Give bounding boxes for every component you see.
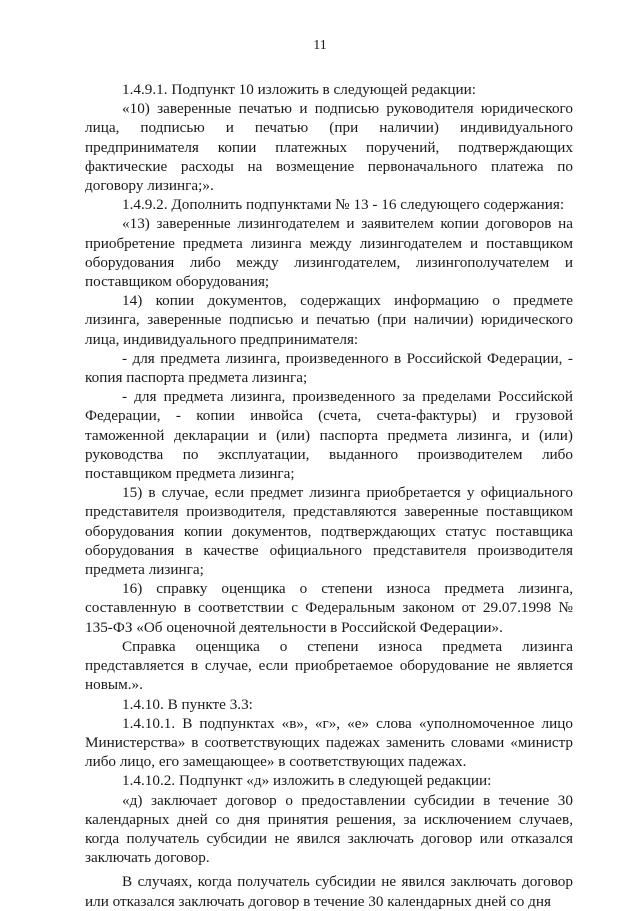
paragraph-1-4-10-2: 1.4.10.2. Подпункт «д» изложить в следующей редакции:	[122, 772, 492, 790]
paragraph-item-14-foreign: - для предмета лизинга, произведенного за пределами Российской Федерации, - копии инвойса (счета, счета-фактуры) и грузовой таможенной декларации и (или) паспорта предмета лизинга, и (или) руководства по эксплуатации, выданного производителем либо поставщиком предмета лизинга;	[85, 388, 573, 483]
paragraph-1-4-9-1: 1.4.9.1. Подпункт 10 изложить в следующей редакции:	[122, 81, 476, 98]
document-body	[85, 80, 573, 911]
page-number: 11	[313, 38, 327, 53]
paragraph-1-4-10-1: 1.4.10.1. В подпунктах «в», «г», «е» слова «уполномоченное лицо Министерства» в соответствующих падежах заменить словами «министр либо лицо, его замещающее» в соответствующих падежах.	[85, 714, 573, 771]
paragraph-1-4-9-2: 1.4.9.2. Дополнить подпунктами № 13 - 16 следующего содержания:	[122, 196, 565, 214]
paragraph-item-14: 14) копии документов, содержащих информацию о предмете лизинга, заверенные подписью и печатью (при наличии) юридического лица, индивидуального предпринимателя:	[85, 292, 573, 348]
paragraph-item-10: «10) заверенные печатью и подписью руководителя юридического лица, подписью и печатью (при наличии) индивидуального предпринимателя копии платежных поручений, подтверждающих фактические расходы на возмещение первоначального платежа по договору лизинга;».	[85, 100, 573, 195]
paragraph-item-d: «д) заключает договор о предоставлении субсидии в течение 30 календарных дней со дня принятия решения, за исключением случаев, когда получатель субсидии не явился заключать договор или отказался заключать договор.	[85, 791, 573, 867]
paragraph-appraiser-note: Справка оценщика о степени износа предмета лизинга представляется в случае, если приобретаемое оборудование не является новым.».	[85, 637, 573, 694]
paragraph-1-4-10: 1.4.10. В пункте 3.3:	[122, 695, 253, 713]
paragraph-item-16: 16) справку оценщика о степени износа предмета лизинга, составленную в соответствии с Федеральным законом от 29.07.1998 № 135-ФЗ «Об оценочной деятельности в Российской Федерации».	[85, 580, 573, 636]
paragraph-item-13: «13) заверенные лизингодателем и заявителем копии договоров на приобретение предмета лизинга между лизингодателем и поставщиком оборудования либо между лизингодателем, лизингополучателем и поставщиком оборудования;	[85, 215, 573, 291]
paragraph-cases: В случаях, когда получатель субсидии не явился заключать договор или отказался заключать договор в течение 30 календарных дней со дня	[85, 873, 573, 910]
paragraph-item-15: 15) в случае, если предмет лизинга приобретается у официального представителя производителя, представляются заверенные поставщиком оборудования копии документов, подтверждающих статус поставщика оборудования в качестве официального представителя производителя предмета лизинга;	[85, 484, 573, 579]
paragraph-item-14-domestic: - для предмета лизинга, произведенного в Российской Федерации, - копия паспорта предмета лизинга;	[85, 349, 573, 387]
